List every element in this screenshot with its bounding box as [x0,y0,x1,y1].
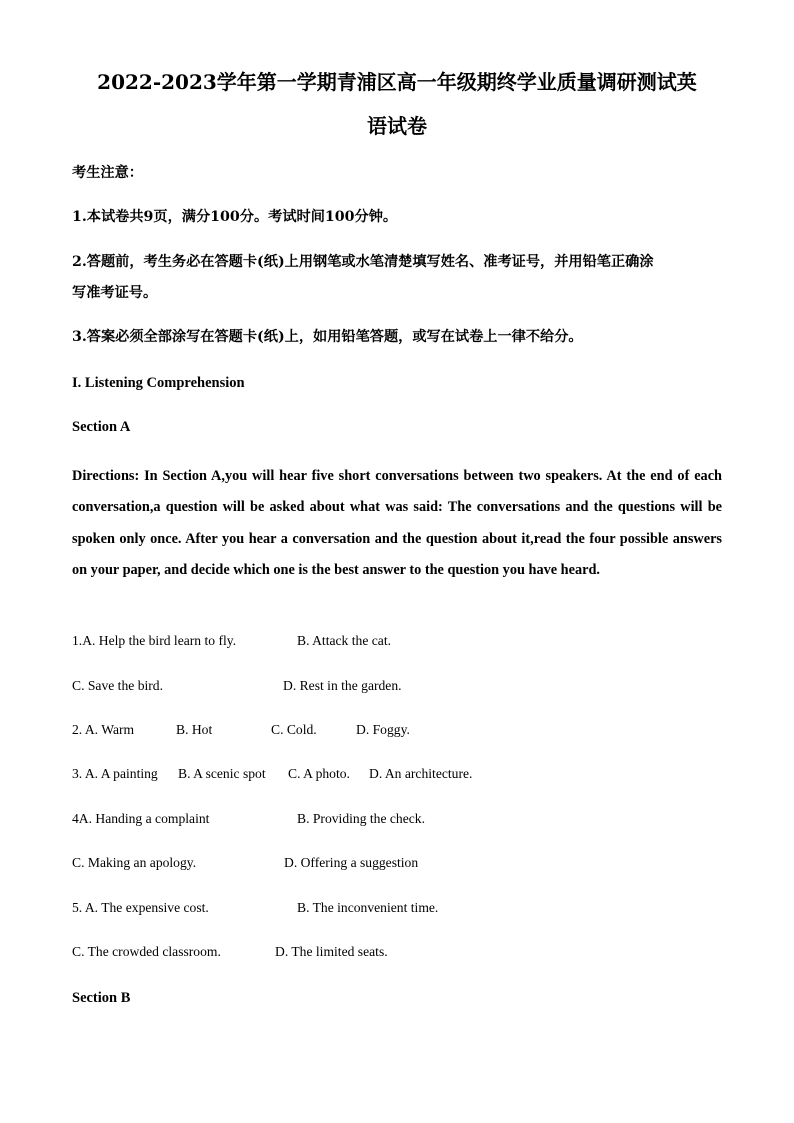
q1-option-c: C. Save the bird. [72,678,163,693]
q4-option-b: B. Providing the check. [297,811,425,826]
q1-option-d: D. Rest in the garden. [283,678,402,693]
exam-title-line2: 语试卷 [367,114,427,138]
q5-option-b: B. The inconvenient time. [297,900,439,915]
q4-option-d: D. Offering a suggestion [284,855,419,870]
notice-item-2-line2: 写准考证号。 [72,285,158,301]
exam-title-line1: 2022-2023学年第一学期青浦区高一年级期终学业质量调研测试英 [97,70,697,94]
q3-option-c: C. A photo. [288,766,350,781]
q2-option-c: C. Cold. [271,722,317,737]
q2-option-a: 2. A. Warm [72,722,135,737]
q5-option-c: C. The crowded classroom. [72,944,221,959]
q5-option-d: D. The limited seats. [275,944,388,959]
q2-option-b: B. Hot [176,722,213,737]
notice-label: 考生注意： [72,165,143,181]
notice-item-1: 1.本试卷共9页，满分100分。考试时间100分钟。 [72,209,398,225]
section-a-directions: Directions: In Section A,you will hear five short conversations between two speakers. At the end of each conversation,a question will be asked about what was said: The conversations and the questions will be spoken only once. After you hear a conversation and the question about it,read the four possible answers on your paper, and decide which one is the best answer to the question you have heard. [72,468,722,578]
q3-option-b: B. A scenic spot [178,766,266,781]
notice-item-3: 3.答案必须全部涂写在答题卡(纸)上，如用铅笔答题，或写在试卷上一律不给分。 [72,329,583,345]
section-a-heading: Section A [72,419,131,435]
q2-option-d: D. Foggy. [356,722,410,737]
q4-option-a: 4A. Handing a complaint [72,811,210,826]
q3-option-d: D. An architecture. [369,766,473,781]
q1-option-b: B. Attack the cat. [297,633,391,648]
q5-option-a: 5. A. The expensive cost. [72,900,209,915]
section-b-heading: Section B [72,990,131,1006]
q4-option-c: C. Making an apology. [72,855,197,870]
part-heading-listening: I. Listening Comprehension [72,375,245,391]
notice-item-2-line1: 2.答题前，考生务必在答题卡(纸)上用钢笔或水笔清楚填写姓名、准考证号，并用铅笔正确涂 [72,254,654,270]
q3-option-a: 3. A. A painting [72,766,158,781]
q1-option-a: 1.A. Help the bird learn to fly. [72,633,237,648]
